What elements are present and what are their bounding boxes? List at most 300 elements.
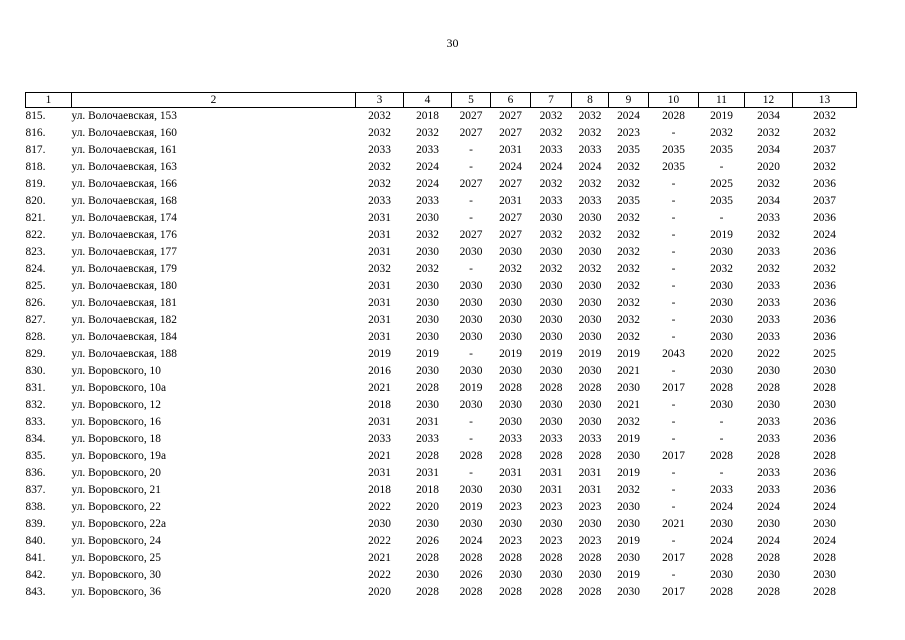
year-cell: 2019 (368, 348, 391, 360)
year-cell: 2031 (368, 467, 391, 479)
year-cell: 2033 (368, 433, 391, 445)
year-cell: 2030 (459, 246, 483, 258)
year-cell: 2030 (813, 569, 836, 581)
column-header-3: 3 (356, 93, 404, 108)
table-row (26, 363, 857, 380)
year-cell: 2031 (416, 467, 439, 479)
row-number: 829. (25, 348, 46, 360)
year-cell: 2028 (578, 450, 602, 462)
year-cell: 2028 (499, 450, 522, 462)
year-cell: 2036 (813, 433, 836, 445)
year-cell: 2030 (416, 314, 439, 326)
year-cell: 2023 (539, 501, 563, 513)
table-row (26, 159, 857, 176)
year-cell: 2030 (459, 331, 483, 343)
year-cell: - (671, 212, 676, 224)
year-cell: 2031 (368, 314, 391, 326)
year-cell: 2030 (757, 399, 780, 411)
year-cell: 2030 (459, 365, 483, 377)
year-cell: 2019 (617, 569, 640, 581)
year-cell: 2032 (757, 263, 780, 275)
year-cell: 2028 (499, 552, 522, 564)
row-number: 837. (25, 484, 46, 496)
year-cell: 2030 (499, 280, 522, 292)
year-cell: - (719, 416, 724, 428)
year-cell: 2024 (459, 535, 483, 547)
year-cell: 2033 (757, 467, 780, 479)
year-cell: 2036 (813, 331, 836, 343)
table-row (26, 125, 857, 142)
year-cell: 2032 (578, 263, 602, 275)
year-cell: 2017 (662, 450, 685, 462)
year-cell: 2024 (578, 161, 602, 173)
year-cell: 2025 (710, 178, 733, 190)
year-cell: 2030 (459, 399, 483, 411)
row-number: 827. (25, 314, 46, 326)
year-cell: 2030 (539, 280, 563, 292)
row-address: ул. Воровского, 10а (71, 382, 166, 394)
year-cell: 2033 (578, 144, 602, 156)
year-cell: 2030 (416, 569, 439, 581)
row-number: 835. (25, 450, 46, 462)
year-cell: 2033 (499, 433, 522, 445)
year-cell: 2034 (757, 195, 780, 207)
year-cell: 2032 (617, 212, 640, 224)
year-cell: 2024 (710, 535, 733, 547)
year-cell: 2026 (459, 569, 483, 581)
table-row (26, 244, 857, 261)
year-cell: 2030 (499, 416, 522, 428)
row-number: 843. (25, 586, 46, 598)
year-cell: 2032 (813, 127, 836, 139)
year-cell: 2032 (416, 127, 439, 139)
year-cell: 2027 (459, 127, 483, 139)
table-row (26, 448, 857, 465)
year-cell: 2033 (368, 195, 391, 207)
column-header-12: 12 (745, 93, 793, 108)
year-cell: 2030 (459, 484, 483, 496)
year-cell: 2032 (813, 110, 836, 122)
table-row (26, 533, 857, 550)
year-cell: 2032 (539, 263, 563, 275)
row-address: ул. Воровского, 18 (71, 433, 161, 445)
year-cell: - (719, 467, 724, 479)
year-cell: 2028 (813, 552, 836, 564)
year-cell: 2030 (416, 331, 439, 343)
year-cell: 2032 (617, 416, 640, 428)
year-cell: 2035 (710, 195, 733, 207)
year-cell: 2043 (662, 348, 685, 360)
year-cell: 2031 (578, 484, 602, 496)
year-cell: 2032 (368, 263, 391, 275)
year-cell: 2017 (662, 382, 685, 394)
year-cell: 2033 (416, 195, 439, 207)
year-cell: - (469, 467, 473, 479)
year-cell: - (671, 433, 676, 445)
year-cell: 2030 (710, 399, 733, 411)
year-cell: 2032 (368, 178, 391, 190)
year-cell: 2022 (368, 569, 391, 581)
year-cell: 2036 (813, 178, 836, 190)
year-cell: 2030 (578, 212, 602, 224)
year-cell: 2017 (662, 552, 685, 564)
year-cell: 2032 (368, 161, 391, 173)
year-cell: 2028 (539, 586, 563, 598)
year-cell: 2033 (539, 195, 563, 207)
row-number: 842. (25, 569, 46, 581)
year-cell: 2019 (499, 348, 522, 360)
year-cell: - (671, 178, 676, 190)
year-cell: 2028 (757, 382, 780, 394)
year-cell: 2035 (617, 144, 640, 156)
year-cell: 2030 (578, 246, 602, 258)
year-cell: 2024 (813, 501, 836, 513)
year-cell: 2019 (617, 467, 640, 479)
page-number: 30 (446, 36, 459, 50)
year-cell: 2020 (710, 348, 733, 360)
year-cell: 2023 (578, 535, 602, 547)
year-cell: 2019 (617, 433, 640, 445)
year-cell: 2031 (368, 297, 391, 309)
year-cell: 2031 (539, 467, 563, 479)
year-cell: - (469, 348, 473, 360)
year-cell: 2016 (368, 365, 391, 377)
year-cell: 2033 (757, 314, 780, 326)
year-cell: 2030 (617, 450, 640, 462)
year-cell: 2017 (662, 586, 685, 598)
table-row (26, 431, 857, 448)
year-cell: 2030 (539, 297, 563, 309)
year-cell: 2019 (617, 535, 640, 547)
year-cell: - (469, 212, 473, 224)
year-cell: 2027 (459, 110, 483, 122)
year-cell: 2023 (539, 535, 563, 547)
year-cell: - (469, 144, 473, 156)
year-cell: - (671, 229, 676, 241)
year-cell: 2023 (617, 127, 640, 139)
year-cell: 2030 (710, 246, 733, 258)
row-address: ул. Воровского, 24 (71, 535, 161, 547)
year-cell: 2027 (499, 110, 522, 122)
year-cell: - (671, 365, 676, 377)
year-cell: 2032 (416, 263, 439, 275)
column-header-1: 1 (26, 93, 72, 108)
year-cell: 2024 (617, 110, 640, 122)
row-number: 841. (25, 552, 46, 564)
year-cell: - (469, 263, 473, 275)
year-cell: 2028 (459, 586, 483, 598)
column-header-10: 10 (649, 93, 699, 108)
row-address: ул. Волочаевская, 160 (71, 127, 177, 139)
year-cell: 2033 (539, 144, 563, 156)
year-cell: 2030 (459, 518, 483, 530)
row-address: ул. Волочаевская, 179 (71, 263, 177, 275)
year-cell: 2030 (539, 246, 563, 258)
table-row (26, 227, 857, 244)
year-cell: 2024 (416, 178, 439, 190)
year-cell: 2036 (813, 212, 836, 224)
row-address: ул. Воровского, 25 (71, 552, 161, 564)
row-address: ул. Волочаевская, 177 (71, 246, 177, 258)
year-cell: 2032 (617, 161, 640, 173)
year-cell: 2032 (578, 127, 602, 139)
table-row (26, 550, 857, 567)
row-number: 832. (25, 399, 46, 411)
year-cell: 2033 (578, 195, 602, 207)
year-cell: 2022 (757, 348, 780, 360)
year-cell: 2032 (617, 178, 640, 190)
year-cell: 2031 (499, 467, 522, 479)
year-cell: 2027 (459, 229, 483, 241)
year-cell: 2019 (539, 348, 563, 360)
year-cell: 2032 (757, 229, 780, 241)
year-cell: - (671, 331, 676, 343)
table-body (26, 108, 857, 602)
year-cell: 2036 (813, 314, 836, 326)
year-cell: 2032 (368, 127, 391, 139)
row-number: 817. (25, 144, 46, 156)
row-address: ул. Воровского, 22а (71, 518, 166, 530)
year-cell: 2024 (710, 501, 733, 513)
column-header-9: 9 (609, 93, 649, 108)
row-address: ул. Волочаевская, 181 (71, 297, 177, 309)
table-row (26, 567, 857, 584)
year-cell: 2037 (813, 195, 836, 207)
row-address: ул. Воровского, 10 (71, 365, 161, 377)
row-number: 840. (25, 535, 46, 547)
year-cell: 2031 (539, 484, 563, 496)
row-number: 830. (25, 365, 46, 377)
year-cell: 2027 (499, 212, 522, 224)
year-cell: 2030 (499, 331, 522, 343)
row-address: ул. Волочаевская, 174 (71, 212, 177, 224)
year-cell: 2030 (539, 314, 563, 326)
year-cell: 2019 (617, 348, 640, 360)
row-number: 816. (25, 127, 46, 139)
year-cell: 2030 (617, 518, 640, 530)
year-cell: 2030 (416, 212, 439, 224)
year-cell: 2030 (578, 569, 602, 581)
year-cell: 2035 (662, 161, 685, 173)
year-cell: 2033 (416, 433, 439, 445)
row-address: ул. Воровского, 20 (71, 467, 161, 479)
table-row (26, 465, 857, 482)
year-cell: 2030 (499, 569, 522, 581)
year-cell: 2030 (617, 382, 640, 394)
year-cell: 2032 (813, 161, 836, 173)
year-cell: - (719, 161, 724, 173)
table-row (26, 312, 857, 329)
row-address: ул. Волочаевская, 168 (71, 195, 177, 207)
year-cell: 2022 (368, 535, 391, 547)
year-cell: 2030 (416, 399, 439, 411)
year-cell: 2030 (499, 246, 522, 258)
year-cell: 2030 (710, 569, 733, 581)
year-cell: 2027 (499, 127, 522, 139)
year-cell: 2035 (662, 144, 685, 156)
year-cell: 2030 (578, 280, 602, 292)
schedule-table (25, 92, 857, 601)
year-cell: 2036 (813, 484, 836, 496)
year-cell: - (469, 195, 473, 207)
table-row (26, 176, 857, 193)
year-cell: - (671, 297, 676, 309)
year-cell: 2018 (368, 399, 391, 411)
year-cell: 2036 (813, 467, 836, 479)
column-header-11: 11 (699, 93, 745, 108)
year-cell: 2027 (459, 178, 483, 190)
table-row (26, 397, 857, 414)
year-cell: 2032 (757, 127, 780, 139)
year-cell: 2033 (539, 433, 563, 445)
year-cell: 2037 (813, 144, 836, 156)
column-header-2: 2 (72, 93, 356, 108)
year-cell: 2032 (499, 263, 522, 275)
row-number: 822. (25, 229, 46, 241)
row-number: 838. (25, 501, 46, 513)
year-cell: 2036 (813, 280, 836, 292)
row-number: 828. (25, 331, 46, 343)
year-cell: 2018 (416, 484, 439, 496)
year-cell: 2028 (757, 552, 780, 564)
table-row (26, 278, 857, 295)
year-cell: 2030 (710, 365, 733, 377)
year-cell: - (469, 161, 473, 173)
year-cell: 2032 (578, 229, 602, 241)
year-cell: - (671, 127, 676, 139)
year-cell: 2030 (710, 280, 733, 292)
year-cell: 2030 (416, 246, 439, 258)
year-cell: 2030 (757, 518, 780, 530)
year-cell: 2027 (499, 229, 522, 241)
year-cell: 2030 (617, 501, 640, 513)
row-number: 834. (25, 433, 46, 445)
year-cell: 2030 (499, 314, 522, 326)
year-cell: 2034 (757, 144, 780, 156)
year-cell: 2030 (499, 518, 522, 530)
year-cell: 2030 (710, 518, 733, 530)
year-cell: 2028 (578, 552, 602, 564)
year-cell: 2022 (368, 501, 391, 513)
table-row (26, 414, 857, 431)
year-cell: 2030 (757, 569, 780, 581)
year-cell: 2030 (368, 518, 391, 530)
year-cell: 2030 (499, 297, 522, 309)
year-cell: 2036 (813, 416, 836, 428)
year-cell: 2028 (710, 450, 733, 462)
year-cell: 2032 (617, 280, 640, 292)
year-cell: 2032 (617, 484, 640, 496)
year-cell: 2023 (499, 535, 522, 547)
year-cell: 2020 (368, 586, 391, 598)
row-address: ул. Волочаевская, 188 (71, 348, 177, 360)
year-cell: 2019 (710, 110, 733, 122)
year-cell: 2024 (539, 161, 563, 173)
table-row (26, 584, 857, 601)
table-row (26, 193, 857, 210)
year-cell: 2019 (459, 382, 483, 394)
row-address: ул. Воровского, 19а (71, 450, 166, 462)
year-cell: 2033 (578, 433, 602, 445)
year-cell: 2028 (499, 586, 522, 598)
row-address: ул. Воровского, 22 (71, 501, 161, 513)
row-address: ул. Волочаевская, 184 (71, 331, 177, 343)
table-row (26, 516, 857, 533)
year-cell: 2019 (578, 348, 602, 360)
table-row (26, 210, 857, 227)
row-number: 833. (25, 416, 46, 428)
year-cell: 2033 (757, 331, 780, 343)
year-cell: 2036 (813, 246, 836, 258)
year-cell: 2033 (416, 144, 439, 156)
year-cell: 2030 (459, 314, 483, 326)
row-number: 824. (25, 263, 46, 275)
year-cell: 2033 (757, 433, 780, 445)
year-cell: 2028 (757, 450, 780, 462)
year-cell: 2023 (499, 501, 522, 513)
table-row (26, 329, 857, 346)
year-cell: 2028 (757, 586, 780, 598)
table-row (26, 108, 857, 126)
year-cell: 2028 (813, 450, 836, 462)
year-cell: 2019 (459, 501, 483, 513)
year-cell: 2028 (459, 450, 483, 462)
year-cell: 2018 (416, 110, 439, 122)
year-cell: 2021 (368, 382, 391, 394)
row-address: ул. Воровского, 12 (71, 399, 161, 411)
year-cell: 2030 (416, 365, 439, 377)
row-number: 836. (25, 467, 46, 479)
row-address: ул. Волочаевская, 161 (71, 144, 177, 156)
year-cell: 2031 (368, 331, 391, 343)
column-header-13: 13 (793, 93, 857, 108)
year-cell: 2030 (416, 297, 439, 309)
row-number: 825. (25, 280, 46, 292)
year-cell: - (671, 314, 676, 326)
year-cell: 2019 (710, 229, 733, 241)
table-row (26, 482, 857, 499)
table-row (26, 261, 857, 278)
year-cell: 2024 (416, 161, 439, 173)
year-cell: 2030 (539, 518, 563, 530)
year-cell: - (719, 212, 724, 224)
year-cell: 2032 (710, 127, 733, 139)
year-cell: 2036 (813, 297, 836, 309)
year-cell: - (671, 280, 676, 292)
year-cell: 2030 (578, 297, 602, 309)
year-cell: 2031 (368, 229, 391, 241)
year-cell: 2018 (368, 484, 391, 496)
year-cell: 2030 (416, 518, 439, 530)
year-cell: 2031 (368, 280, 391, 292)
year-cell: - (671, 484, 676, 496)
row-address: ул. Воровского, 21 (71, 484, 161, 496)
row-number: 826. (25, 297, 46, 309)
year-cell: 2030 (499, 365, 522, 377)
year-cell: 2023 (578, 501, 602, 513)
year-cell: 2033 (757, 280, 780, 292)
year-cell: 2030 (757, 365, 780, 377)
year-cell: 2032 (416, 229, 439, 241)
row-address: ул. Волочаевская, 176 (71, 229, 177, 241)
year-cell: - (671, 399, 676, 411)
year-cell: 2031 (368, 416, 391, 428)
year-cell: 2035 (710, 144, 733, 156)
year-cell: 2030 (499, 484, 522, 496)
year-cell: 2030 (617, 552, 640, 564)
row-number: 821. (25, 212, 46, 224)
year-cell: 2030 (459, 297, 483, 309)
